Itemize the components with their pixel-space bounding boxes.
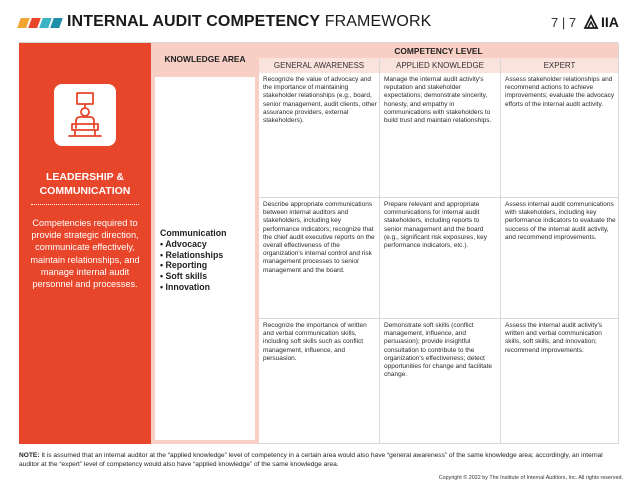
cell-applied-soft-skills: Demonstrate soft skills (conflict management, influence, and persuasion); provide insightful consultation to contribute to the organization's effectiveness; detect opportunities for change and facilitate change.: [384, 322, 493, 379]
cell-expert-reporting: Assess internal audit communications with stakeholders, including key performance indicators to evaluate the success of the internal audit activity, and recommend improvements.: [505, 201, 616, 241]
cell-expert-advocacy: Assess stakeholder relationships and recommend actions to achieve improvements; evaluate the advocacy efforts of the internal audit activity.: [505, 76, 615, 108]
iia-logo-icon: [583, 14, 599, 30]
icon-container: [54, 84, 116, 146]
page-title: [67, 13, 431, 31]
knowledge-area-header: [151, 43, 259, 73]
cell-general-soft-skills: Recognize the importance of written and verbal communication skills, including soft skills such as conflict management, influence, and persuasion.: [263, 322, 367, 362]
knowledge-area-cell: [155, 77, 255, 440]
footnote: [19, 451, 624, 470]
stripe-blue: [50, 18, 63, 28]
knowledge-area-list: [160, 228, 226, 293]
list-item: • Advocacy: [160, 238, 207, 249]
footnote-text: It is assumed that an internal auditor at the “applied knowledge” level of competency in a certain area would also have “general awareness” of the same knowledge area; accordingly, an internal auditor at the “expert” level of competency would also have “applied knowledge” of the same knowledge area.: [19, 452, 603, 469]
domain-title: LEADERSHIP & COMMUNICATION: [39, 171, 131, 197]
list-item: • Reporting: [160, 260, 208, 271]
cell-general-reporting: Describe appropriate communications between internal auditors and stakeholders, including key performance indicators; recognize that the chief audit executive reports on the overall effectiveness of the organization's internal control and risk management processes to senior management and the board.: [263, 201, 375, 274]
page-number: 7 | 7: [551, 15, 577, 30]
list-item: • Innovation: [160, 281, 211, 292]
competency-level-header: [259, 43, 618, 58]
copyright: Copyright © 2022 by The Institute of Internal Auditors, Inc. All rights reserved.: [438, 475, 623, 481]
presenter-at-podium-icon: [54, 84, 116, 146]
level-header-applied: APPLIED KNOWLEDGE: [380, 58, 500, 73]
table-right-border: [618, 43, 619, 444]
knowledge-area-column: [151, 73, 259, 444]
cell-applied-reporting: Prepare relevant and appropriate communications for internal audit stakeholders, including reports to senior management and the board (e.g., significant risk exposures, key performance indicators, etc.).: [384, 201, 487, 250]
page-header: [0, 0, 638, 42]
knowledge-area-header-label: KNOWLEDGE AREA: [164, 54, 246, 64]
level-header-general: GENERAL AWARENESS: [259, 58, 379, 73]
dotted-divider: [31, 204, 139, 205]
list-item: • Relationships: [160, 249, 224, 260]
column-divider: [500, 58, 501, 444]
competency-level-label: COMPETENCY LEVEL: [394, 46, 483, 56]
cell-general-advocacy: Recognize the value of advocacy and the importance of maintaining stakeholder relationships (e.g., board, senior management, audit clients, other assurance providers, external stakeholders).: [263, 76, 377, 125]
cell-applied-advocacy: Manage the internal audit activity's reputation and stakeholder expectations; demonstrate sincerity, honesty, and empathy in communications with stakeholders to build trust and maintain relationships.: [384, 76, 492, 125]
level-header-expert: EXPERT: [501, 58, 618, 73]
knowledge-area-heading: Communication: [160, 228, 227, 238]
domain-description: Competencies required to provide strategic direction, communicate effectively, maintain relationships, and manage internal audit personnel and processes.: [30, 218, 140, 290]
cell-expert-soft-skills: Assess the internal audit activity's written and verbal communication skills, soft skills, and innovation; recommend improvements.: [505, 322, 602, 354]
column-divider: [379, 58, 380, 444]
title-bold: INTERNAL AUDIT COMPETENCY: [67, 13, 321, 30]
row-divider: [259, 318, 618, 319]
table-bottom-border: [259, 443, 618, 444]
knowledge-domain-panel: [19, 43, 151, 444]
logo-text: IIA: [601, 14, 619, 30]
footnote-label: NOTE:: [19, 452, 40, 459]
list-item: • Soft skills: [160, 271, 208, 282]
row-divider: [259, 197, 618, 198]
title-light: FRAMEWORK: [320, 13, 432, 30]
